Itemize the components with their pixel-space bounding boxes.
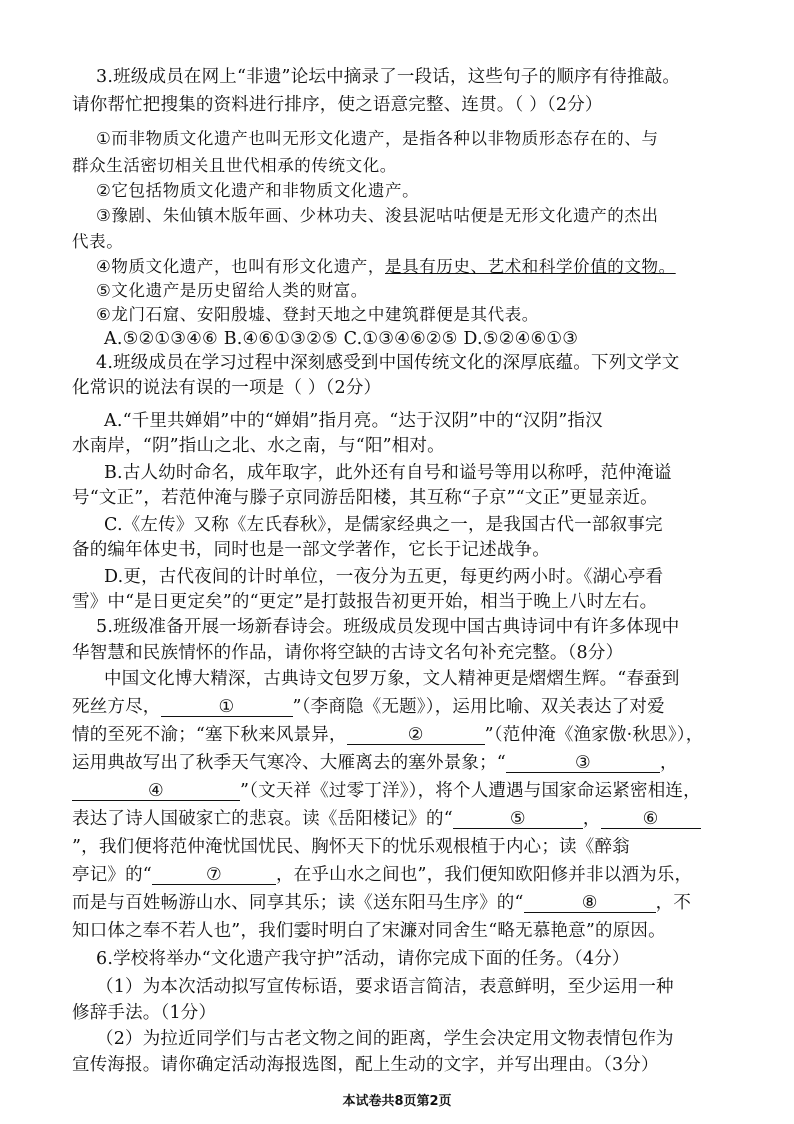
q4-option-a-line1: A.“千里共婵娟”中的“婵娟”指月亮。“达于汉阴”中的“汉阴”指汉 [104, 411, 603, 431]
q4-option-c-line2: 备的编年体史书，同时也是一部文学著作，它长于记述战争。 [72, 540, 550, 560]
q5-passage-line7: ”，我们便将范仲淹忧国忧民、胸怀天下的忧乐观根植于内心；读《醉翁 [72, 837, 630, 857]
blank-5[interactable]: ⑤ [453, 806, 583, 829]
blank-2[interactable]: ② [347, 722, 485, 745]
blank-1[interactable]: ① [161, 694, 293, 717]
q6-task1-line2: 修辞手法。（1分） [72, 1003, 217, 1023]
q3-sentence-3-line2: 代表。 [72, 232, 124, 251]
q5-passage-line2: 死丝方尽， ① ”（李商隐《无题》），运用比喻、双关表达了对爱 [72, 694, 794, 720]
q3-sentence-6: ⑥龙门石窟、安阳殷墟、登封天地之中建筑群便是其代表。 [96, 305, 539, 324]
q5-passage-line4: 运用典故写出了秋季天气寒冷、大雁离去的塞外景象；“ ③ ， [72, 750, 794, 776]
q3-sentence-2: ②它包括物质文化遗产和非物质文化遗产。 [96, 181, 420, 200]
q4-stem-line2: 化常识的说法有误的一项是（ ）（2分） [72, 378, 382, 398]
q3-stem-line1: 3.班级成员在网上“非遗”论坛中摘录了一段话，这些句子的顺序有待推敲。 [96, 67, 681, 87]
q3-sentence-3-line1: ③豫剧、朱仙镇木版年画、少林功夫、浚县泥咕咕便是无形文化遗产的杰出 [96, 206, 659, 225]
blank-6[interactable]: ⑥ [601, 806, 701, 829]
q4-option-a-line2: 水南岸，“阴”指山之北、水之南，与“阳”相对。 [72, 436, 445, 456]
q3-options: A.⑤②①③④⑥ B.④⑥①③②⑤ C.①③④⑥②⑤ D.⑤②④⑥①③ [104, 329, 579, 349]
q6-stem: 6.学校将举办“文化遗产我守护”活动，请你完成下面的任务。（4分） [96, 949, 630, 969]
q4-option-d-line1: D.更，古代夜间的计时单位，一夜分为五更，每更约两小时。《湖心亭看 [104, 567, 664, 587]
blank-3[interactable]: ③ [506, 750, 660, 773]
q5-passage-line3: 情的至死不渝；“塞下秋来风景异， ② ”（范仲淹《渔家傲·秋思》）， [72, 722, 794, 748]
q3-sentence-4-a: ④物质文化遗产，也叫有形文化遗产， [96, 257, 385, 276]
q3-stem-line2: 请你帮忙把搜集的资料进行排序，使之语意完整、连贯。（ ）（2分） [72, 95, 603, 115]
q5-passage-line5: ④ ”（文天祥《过零丁洋》），将个人遭遇与国家命运紧密相连， [72, 778, 794, 804]
page-footer: 本试卷共8页第2页 [342, 1094, 452, 1109]
q3-sentence-5: ⑤文化遗产是历史留给人类的财富。 [96, 281, 368, 300]
q6-task2-line2: 宣传海报。请你确定活动海报选图，配上生动的文字，并写出理由。（3分） [72, 1055, 659, 1075]
q5-passage-line1: 中国文化博大精深，古典诗文包罗万象，文人精神更是熠熠生辉。“春蚕到 [104, 669, 680, 689]
q6-task1-line1: （1）为本次活动拟写宣传标语，要求语言简洁，表意鲜明，至少运用一种 [96, 977, 674, 997]
blank-4[interactable]: ④ [72, 778, 240, 801]
q5-passage-line6: 表达了诗人国破家亡的悲哀。读《岳阳楼记》的“ ⑤ ， ⑥ [72, 806, 794, 832]
q3-sentence-4 [96, 254, 794, 280]
q4-stem-line1: 4.班级成员在学习过程中深刻感受到中国传统文化的深厚底蕴。下列文学文 [96, 353, 680, 373]
q4-option-b-line1: B.古人幼时命名，成年取字，此外还有自号和谥号等用以称呼，范仲淹谥 [104, 463, 672, 483]
q5-stem-line1: 5.班级准备开展一场新春诗会。班级成员发现中国古典诗词中有许多体现中 [96, 617, 680, 637]
q4-option-d-line2: 雪》中“是日更定矣”的“更定”是打鼓报告初更开始，相当于晚上八时左右。 [72, 592, 658, 612]
q4-option-b-line2: 号“文正”，若范仲淹与滕子京同游岳阳楼，其互称“子京”“文正”更显亲近。 [72, 488, 658, 508]
q6-task2-line1: （2）为拉近同学们与古老文物之间的距离，学生会决定用文物表情包作为 [96, 1029, 674, 1049]
q4-option-c-line1: C.《左传》又称《左氏春秋》，是儒家经典之一，是我国古代一部叙事完 [104, 515, 663, 535]
q3-sentence-1-line1: ①而非物质文化遗产也叫无形文化遗产，是指各种以非物质形态存在的、与 [96, 129, 659, 148]
blank-8[interactable]: ⑧ [524, 890, 656, 913]
blank-7[interactable]: ⑦ [152, 862, 276, 885]
q5-passage-line10: 知口体之奉不若人也”，我们霎时明白了宋濂对同舍生“略无慕艳意”的原因。 [72, 921, 666, 941]
q5-passage-line9: 而是与百姓畅游山水、同享其乐；读《送东阳马生序》的“ ⑧ ，不 [72, 890, 794, 916]
q3-sentence-1-line2: 群众生活密切相关且世代相承的传统文化。 [72, 156, 397, 175]
q5-passage-line8: 亭记》的“ ⑦ ，在乎山水之间也”，我们便知欧阳修并非以酒为乐， [72, 862, 794, 888]
q3-sentence-4-b: 是具有历史、艺术和科学价值的文物。 [385, 257, 676, 276]
q5-stem-line2: 华智慧和民族情怀的作品，请你将空缺的古诗文名句补充完整。（8分） [72, 643, 624, 663]
